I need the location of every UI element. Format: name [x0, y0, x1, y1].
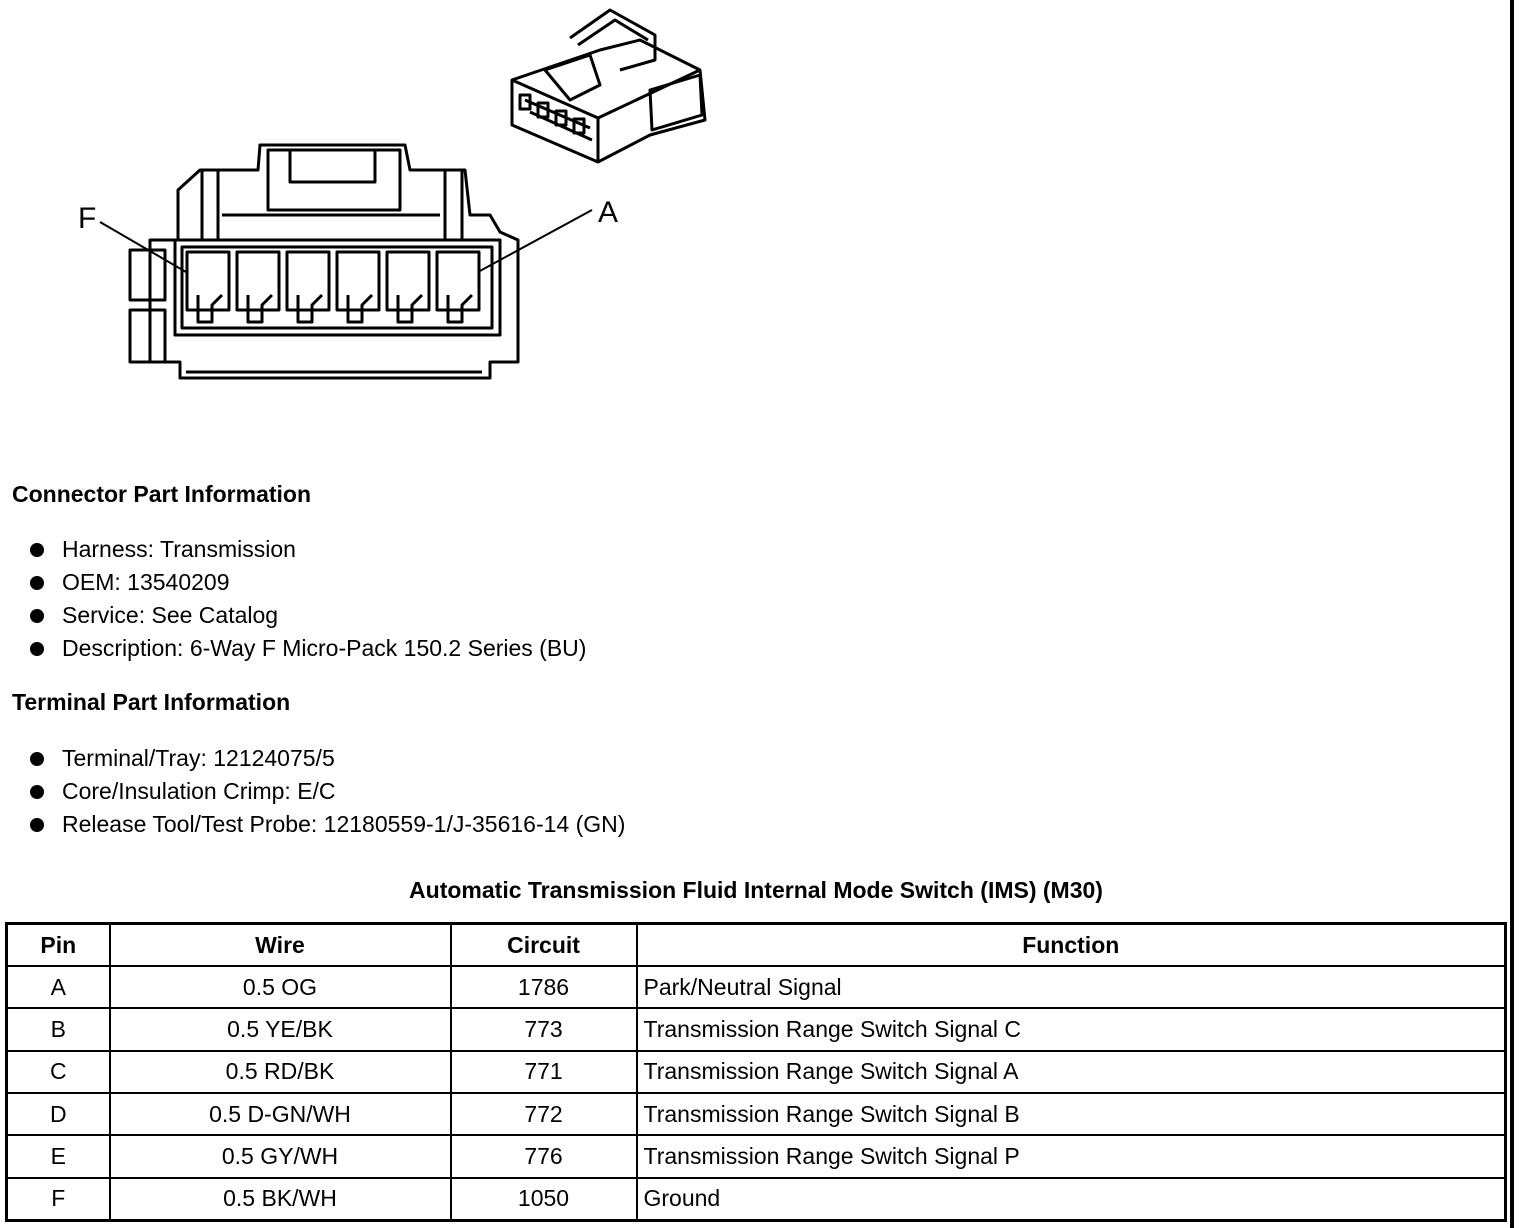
cell-pin: D	[7, 1093, 110, 1135]
cell-pin: B	[7, 1008, 110, 1050]
bullet-icon	[30, 642, 44, 656]
cell-pin: F	[7, 1178, 110, 1221]
cell-function: Ground	[637, 1178, 1506, 1221]
cell-circuit: 1050	[451, 1178, 637, 1221]
terminal-part-list	[30, 742, 625, 841]
cell-wire: 0.5 D-GN/WH	[110, 1093, 451, 1135]
pin-label-f: F	[78, 202, 97, 235]
cell-wire: 0.5 YE/BK	[110, 1008, 451, 1050]
connector-part-heading: Connector Part Information	[12, 481, 312, 507]
connector-part-list	[30, 533, 586, 665]
cell-pin: C	[7, 1051, 110, 1093]
table-row	[7, 1135, 1506, 1177]
cell-circuit: 772	[451, 1093, 637, 1135]
pin-label-a: A	[598, 196, 619, 229]
table-header-row	[7, 924, 1506, 967]
leader-line-f	[100, 222, 186, 272]
table-row	[7, 1178, 1506, 1221]
page-right-border	[1510, 0, 1514, 1228]
list-item: Release Tool/Test Probe: 12180559-1/J-35616-14 (GN)	[30, 808, 625, 841]
bullet-icon	[30, 752, 44, 766]
bullet-icon	[30, 785, 44, 799]
cell-function: Transmission Range Switch Signal C	[637, 1008, 1506, 1050]
table-title: Automatic Transmission Fluid Internal Mode Switch (IMS) (M30)	[409, 877, 1103, 903]
bullet-icon	[30, 818, 44, 832]
cell-pin: E	[7, 1135, 110, 1177]
cell-circuit: 1786	[451, 966, 637, 1008]
list-item: Terminal/Tray: 12124075/5	[30, 742, 625, 775]
column-header-wire: Wire	[110, 924, 451, 967]
cell-wire: 0.5 BK/WH	[110, 1178, 451, 1221]
list-item: Harness: Transmission	[30, 533, 586, 566]
cell-wire: 0.5 RD/BK	[110, 1051, 451, 1093]
connector-front-view	[130, 145, 518, 378]
cell-wire: 0.5 OG	[110, 966, 451, 1008]
list-item: Core/Insulation Crimp: E/C	[30, 775, 625, 808]
terminal-cavities	[187, 252, 479, 322]
column-header-pin: Pin	[7, 924, 110, 967]
bullet-icon	[30, 609, 44, 623]
table-row	[7, 1051, 1506, 1093]
cell-function: Transmission Range Switch Signal A	[637, 1051, 1506, 1093]
column-header-circuit: Circuit	[451, 924, 637, 967]
list-item: Service: See Catalog	[30, 599, 586, 632]
connector-illustration	[0, 0, 760, 420]
bullet-icon	[30, 576, 44, 590]
pinout-table	[5, 922, 1507, 1222]
terminal-part-heading: Terminal Part Information	[12, 689, 291, 715]
table-row	[7, 1008, 1506, 1050]
bullet-icon	[30, 543, 44, 557]
cell-wire: 0.5 GY/WH	[110, 1135, 451, 1177]
list-item: Description: 6-Way F Micro-Pack 150.2 Series (BU)	[30, 632, 586, 665]
column-header-function: Function	[637, 924, 1506, 967]
cell-function: Transmission Range Switch Signal P	[637, 1135, 1506, 1177]
cell-function: Transmission Range Switch Signal B	[637, 1093, 1506, 1135]
table-row	[7, 1093, 1506, 1135]
cell-circuit: 776	[451, 1135, 637, 1177]
cell-pin: A	[7, 966, 110, 1008]
cell-circuit: 773	[451, 1008, 637, 1050]
list-item: OEM: 13540209	[30, 566, 586, 599]
cell-circuit: 771	[451, 1051, 637, 1093]
connector-isometric-view	[512, 10, 705, 162]
cell-function: Park/Neutral Signal	[637, 966, 1506, 1008]
table-row	[7, 966, 1506, 1008]
